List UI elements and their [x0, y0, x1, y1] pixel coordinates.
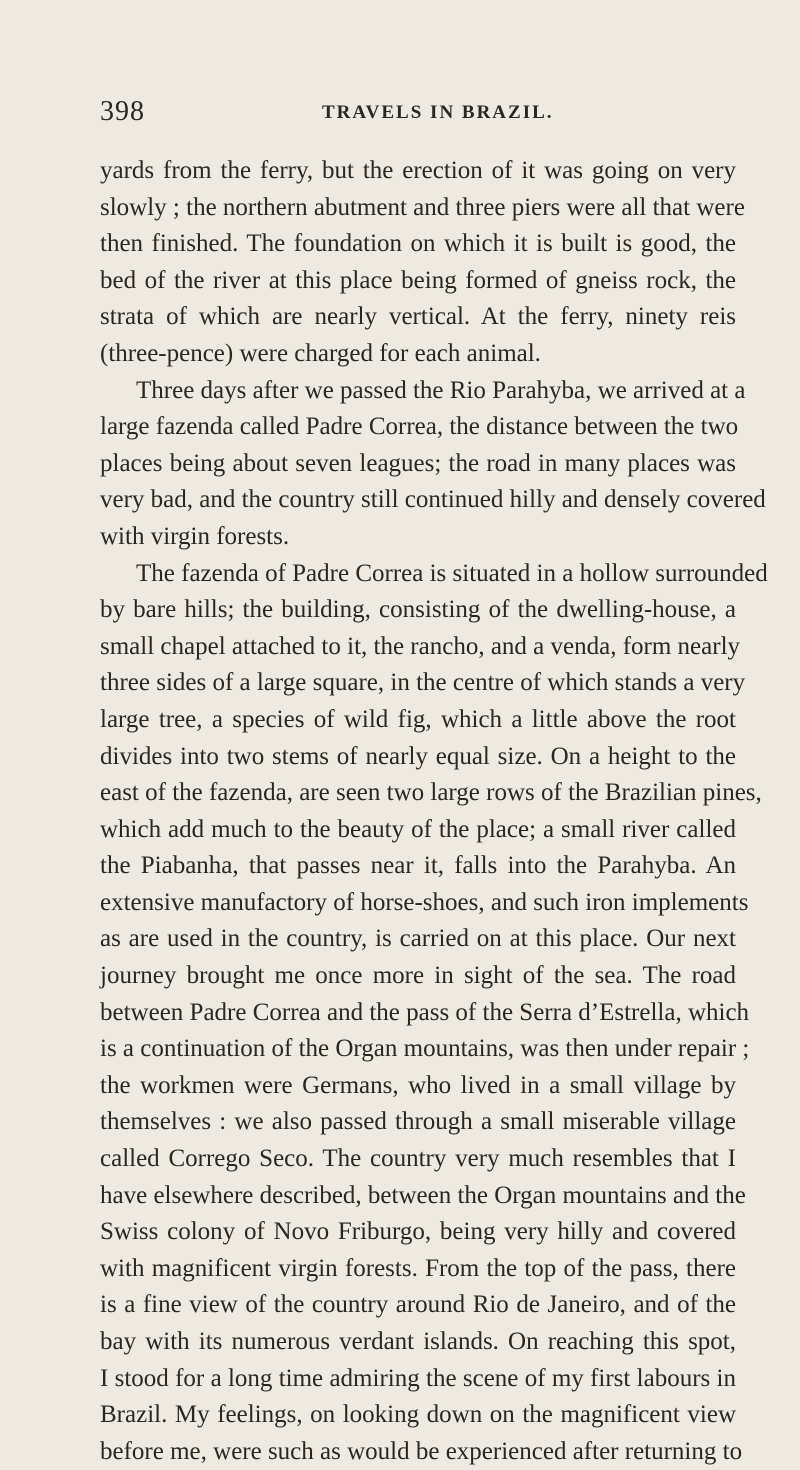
- text-line: then finished. The foundation on which it is built is good, the: [100, 230, 736, 258]
- text-line: themselves : we also passed through a small miserable village: [100, 1108, 736, 1136]
- text-line: I stood for a long time admiring the scene of my first labours in: [100, 1364, 736, 1392]
- text-line: The fazenda of Padre Correa is situated in a hollow surrounded: [136, 559, 768, 587]
- text-line: journey brought me once more in sight of the sea. The road: [100, 962, 736, 990]
- text-line: called Corrego Seco. The country very much resembles that I: [100, 1145, 736, 1173]
- text-line: as are used in the country, is carried on at this place. Our next: [100, 925, 736, 953]
- text-line: Swiss colony of Novo Friburgo, being very hilly and covered: [100, 1218, 736, 1246]
- text-line: before me, were such as would be experienced after returning to: [100, 1437, 743, 1465]
- text-line: Three days after we passed the Rio Parahyba, we arrived at a: [136, 376, 746, 404]
- text-line: strata of which are nearly vertical. At the ferry, ninety reis: [100, 303, 736, 331]
- text-line: between Padre Correa and the pass of the Serra d’Estrella, which: [100, 998, 750, 1026]
- text-line: large tree, a species of wild fig, which a little above the root: [100, 705, 736, 733]
- text-line: yards from the ferry, but the erection of it was going on very: [100, 157, 736, 184]
- text-line: with virgin forests.: [100, 522, 290, 550]
- text-line: three sides of a large square, in the centre of which stands a very: [100, 669, 746, 697]
- text-line: which add much to the beauty of the place; a small river called: [100, 815, 736, 843]
- text-line: extensive manufactory of horse-shoes, and such iron implements: [100, 888, 749, 916]
- text-line: places being about seven leagues; the road in many places was: [100, 449, 736, 477]
- text-line: bay with its numerous verdant islands. On reaching this spot,: [100, 1328, 736, 1355]
- text-line: bed of the river at this place being formed of gneiss rock, the: [100, 266, 736, 294]
- text-line: Brazil. My feelings, on looking down on the magnificent view: [100, 1401, 736, 1429]
- text-line: slowly ; the northern abutment and three piers were all that were: [100, 193, 745, 221]
- text-line: small chapel attached to it, the rancho, and a venda, form nearly: [100, 632, 741, 660]
- text-line: the workmen were Germans, who lived in a small village by: [100, 1071, 736, 1099]
- running-head: [100, 96, 730, 132]
- text-line: east of the fazenda, are seen two large rows of the Brazilian pines,: [100, 779, 762, 807]
- text-line: very bad, and the country still continued hilly and densely covered: [100, 486, 766, 514]
- text-line: is a continuation of the Organ mountains, was then under repair ;: [100, 1035, 750, 1063]
- text-line: with magnificent virgin forests. From the top of the pass, there: [100, 1254, 736, 1282]
- text-line: is a fine view of the country around Rio de Janeiro, and of the: [100, 1291, 736, 1319]
- text-line: by bare hills; the building, consisting of the dwelling-house, a: [100, 596, 736, 624]
- text-line: large fazenda called Padre Correa, the distance between the two: [100, 413, 739, 441]
- text-line: (three-pence) were charged for each animal.: [100, 339, 541, 367]
- text-line: have elsewhere described, between the Organ mountains and the: [100, 1181, 746, 1209]
- text-line: divides into two stems of nearly equal size. On a height to the: [100, 742, 736, 770]
- text-line: the Piabanha, that passes near it, falls into the Parahyba. An: [100, 852, 736, 880]
- running-title: TRAVELS IN BRAZIL.: [322, 102, 554, 123]
- page-number: 398: [100, 96, 145, 127]
- body-text: [100, 153, 768, 1470]
